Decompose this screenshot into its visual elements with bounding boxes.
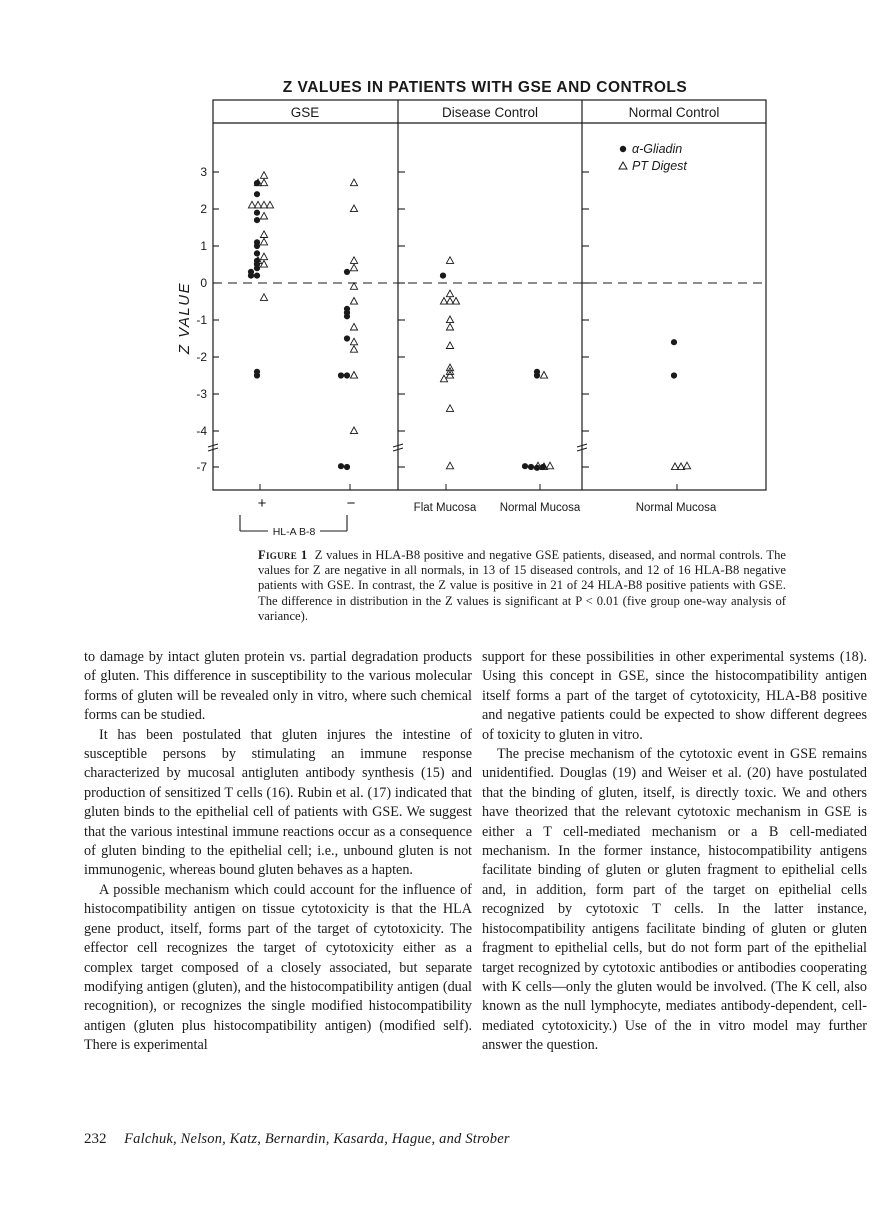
data-point-gliadin — [528, 464, 534, 470]
x-label-hla-positive: + — [257, 495, 267, 512]
data-point-pt-digest — [446, 342, 453, 349]
data-point-pt-digest — [260, 212, 267, 219]
data-point-gliadin — [534, 372, 540, 378]
legend-marker-gliadin — [620, 146, 626, 152]
x-label-flat-mucosa: Flat Mucosa — [413, 502, 477, 514]
data-point-gliadin — [254, 250, 260, 256]
y-tick-label: -2 — [196, 350, 207, 364]
page-number: 232 — [84, 1131, 107, 1147]
paragraph: It has been postulated that gluten injures the intestine of susceptible persons by stimulating an immune response characterized by mucosal antigluten antibody synthesis (15) and production of sensitized T cells (16). Rubin et al. (17) indicated that gluten binds to the epithelial cell of patients with GSE. We suggest that the various intestinal immune reactions occur as a consequence of gluten binding to the epithelial cell; i.e., unbound gluten is not immunogenic, whereas bound gluten behaves as a hapten. — [84, 726, 472, 879]
data-point-pt-digest — [350, 298, 357, 305]
data-point-gliadin — [254, 372, 260, 378]
data-point-gliadin — [254, 243, 260, 249]
data-point-pt-digest — [260, 231, 267, 238]
y-tick-label: 1 — [200, 239, 207, 253]
data-point-gliadin — [338, 463, 344, 469]
data-point-pt-digest — [446, 462, 453, 469]
caption-label: Figure 1 — [258, 548, 308, 562]
data-point-pt-digest — [540, 372, 547, 379]
data-point-pt-digest — [683, 462, 690, 469]
data-point-gliadin — [344, 335, 350, 341]
data-point-pt-digest — [446, 316, 453, 323]
data-point-pt-digest — [350, 323, 357, 330]
x-label-normal-mucosa-disease: Normal Mucosa — [499, 502, 581, 514]
data-point-gliadin — [248, 273, 254, 279]
data-point-pt-digest — [350, 205, 357, 212]
data-point-pt-digest — [446, 257, 453, 264]
y-tick-label: -4 — [196, 424, 207, 438]
legend-marker-pt-digest — [619, 162, 627, 169]
y-tick-label: 2 — [200, 202, 207, 216]
y-tick-label: -1 — [196, 313, 207, 327]
data-point-gliadin — [254, 191, 260, 197]
data-point-gliadin — [344, 464, 350, 470]
data-point-gliadin — [254, 217, 260, 223]
data-point-pt-digest — [350, 179, 357, 186]
body-column-right — [482, 648, 867, 1056]
data-point-pt-digest — [546, 462, 553, 469]
body-column-left — [84, 648, 472, 1056]
data-point-pt-digest — [350, 338, 357, 345]
data-point-pt-digest — [260, 172, 267, 179]
y-tick-label: -7 — [196, 460, 207, 474]
data-point-gliadin — [344, 313, 350, 319]
panel-header-normal-control: Normal Control — [628, 105, 720, 120]
data-point-pt-digest — [446, 290, 453, 297]
y-tick-label: 0 — [200, 276, 207, 290]
data-point-pt-digest — [260, 238, 267, 245]
data-point-pt-digest — [446, 323, 453, 330]
paragraph: A possible mechanism which could account for the influence of histocompatibility antigen on tissue cytotoxicity is that the HLA gene product, itself, forms part of the target of cytotoxicity. The effector cell recognizes the target of cytotoxicity either as a complex target composed of a closely associated, but separate modifying antigen (gluten), and the histocompatibility antigen (dual recognition), or recognizes the single modified histocompatibility antigen (gluten plus histocompatibility antigen) (modified self). There is experimental — [84, 881, 472, 1054]
figure-caption — [258, 548, 786, 624]
data-point-gliadin — [440, 273, 446, 279]
chart-title: Z VALUES IN PATIENTS WITH GSE AND CONTROLS — [282, 79, 688, 96]
legend-label-pt-digest: PT Digest — [632, 159, 687, 173]
data-point-pt-digest — [260, 294, 267, 301]
y-tick-label: -3 — [196, 387, 207, 401]
y-axis-label: Z VALUE — [176, 281, 193, 355]
data-point-pt-digest — [350, 257, 357, 264]
panel-header-disease-control: Disease Control — [441, 105, 539, 120]
data-point-gliadin — [671, 372, 677, 378]
data-point-pt-digest — [350, 283, 357, 290]
x-label-normal-mucosa-normal: Normal Mucosa — [635, 502, 717, 514]
caption-text: Z values in HLA-B8 positive and negative GSE patients, diseased, and normal controls. The values for Z are negative in all normals, in 13 of 15 diseased controls, and 12 of 16 HLA-B8 negative patients with GSE. In contrast, the Z value is positive in 21 of 24 HLA-B8 positive patients with GSE. The difference in distribution in the Z values is significant at P < 0.01 (five group one-way analysis of variance). — [258, 548, 787, 623]
y-tick-label: 3 — [200, 165, 207, 179]
data-point-gliadin — [338, 372, 344, 378]
panel-header-gse: GSE — [290, 105, 320, 120]
data-point-gliadin — [254, 210, 260, 216]
data-point-gliadin — [254, 273, 260, 279]
hla-b8-bracket-label: HL-A B-8 — [272, 526, 316, 538]
author-list: Falchuk, Nelson, Katz, Bernardin, Kasarda, Hague, and Strober — [124, 1131, 510, 1147]
paragraph: The precise mechanism of the cytotoxic event in GSE remains unidentified. Douglas (19) and Weiser et al. (20) have postulated that the binding of gluten, itself, is directly toxic. We and others have theorized that the relevant cytotoxic mechanism in GSE is either a T cell-mediated mechanism or a B cell-mediated mechanism. In the former instance, histocompatibility antigens facilitate binding of gluten or gluten fragment to epithelial cells and, in addition, form part of the target on epithelial cells recognized by cytotoxic T cells. In the latter instance, histocompatibility antigens facilitate binding of gluten or gluten fragment to epithelial cells, but do not form part of the epithelial target recognized by cytotoxic antibodies or antibodies cooperating with K cells—only the gluten would be involved. (The K cell, also known as the null lymphocyte, mediates antibody-dependent, cell-mediated cytotoxicity.) Use of the in vitro model may further answer the question. — [482, 746, 867, 1054]
data-point-gliadin — [671, 339, 677, 345]
data-point-gliadin — [344, 269, 350, 275]
data-point-pt-digest — [350, 427, 357, 434]
data-point-gliadin — [522, 463, 528, 469]
data-point-pt-digest — [350, 346, 357, 353]
paragraph: support for these possibilities in other experimental systems (18). Using this concept in GSE, since the histocompatibility antigen itself forms a part of the target of cytotoxicity, HLA-B8 positive and negative patients could be expected to show different degrees of toxicity to gluten in vitro. — [482, 649, 867, 743]
page-footer — [84, 1131, 844, 1148]
data-point-pt-digest — [446, 405, 453, 412]
data-point-gliadin — [344, 372, 350, 378]
paragraph: to damage by intact gluten protein vs. partial degradation products of gluten. This difference in susceptibility to the various molecular forms of gluten will be revealed only in vitro, where such chemical forms can be studied. — [84, 649, 472, 724]
data-point-pt-digest — [350, 264, 357, 271]
data-point-pt-digest — [350, 372, 357, 379]
legend-label-gliadin: α-Gliadin — [632, 142, 683, 156]
data-point-pt-digest — [260, 253, 267, 260]
data-point-gliadin — [254, 265, 260, 271]
x-label-hla-negative: − — [346, 495, 356, 512]
